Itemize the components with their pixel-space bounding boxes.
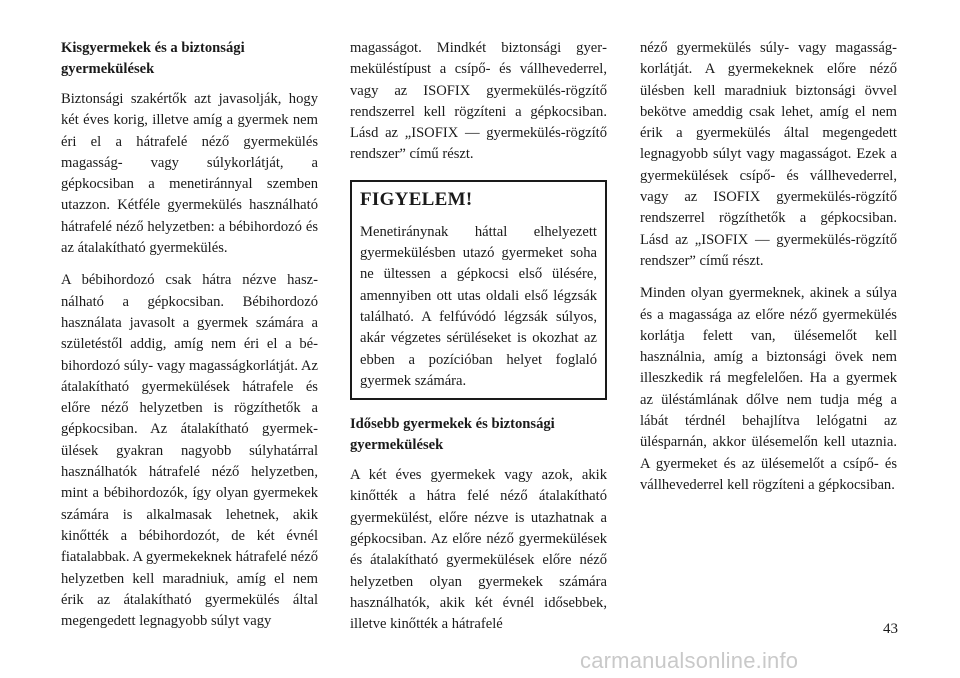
column-left (61, 38, 318, 643)
warning-title: FIGYELEM! (360, 188, 473, 210)
paragraph: néző gyermekülés súly- vagy magasságkorlátját. A gyermekeknek előre néző ülésben kell maradniuk biztonsági övvel bekötve ameddig csak lehet, amíg el nem érik a gyermekülés által megengedett legnagyobb súlyt vagy magasságot. Ezek a gyermekülések csípő- és vállhevederrel, vagy az ISOFIX gyermekülés-rögzítő rendszerrel rögzíthetők a gépkocsiban. Lásd az „ISOFIX — gyermekülés-rögzítő rendszer” című részt. (640, 40, 897, 269)
paragraph: A két éves gyermekek vagy azok, akik kinőtték a hátra felé néző átalakítható gyermekülést, előre nézve is utazhatnak a gépkocsiban. Az előre néző gyermekülések és átalakítható gyermekülések előre néző helyzetben olyan gyermekek számára használhatók, akik két évnél idősebbek, illetve kinőtték a hátrafelé (350, 467, 607, 633)
paragraph: Minden olyan gyermeknek, akinek a súlya és a magassága az előre néző gyermekülés korlátja felett van, ülésemelőt kell használnia, amíg a biztonsági övek nem illeszkedik rá megfelelően. Ha a gyermek az üléstámlának dőlve nem tudja még a lábát térdnél behajlítva lelógatni az ülésparnán, akkor ülésemelőn kell utaznia. A gyermeket és az ülésemelőt a csípő- és vállhevederrel kell rögzíteni a gépkocsiban. (640, 285, 897, 493)
section-heading-older-children: Idősebb gyermekek és biztonsági gyermekülések (350, 416, 555, 454)
paragraph-continuation: magasságot. Mindkét biztonsági gyermeküléstípust a csípő- és vállhevederrel, vagy az ISOFIX gyermekülés-rögzítő rendszerrel kell rögzíteni a gépkocsiban. Lásd az „ISOFIX — gyermekülés-rögzítő rendszer” című részt. (350, 40, 607, 163)
warning-text: Menetiránynak háttal elhelyezett gyermekülésben utazó gyermeket soha ne ültessen a gépkocsi első ülésére, amennyiben ott utas oldali első légzsák található. A felfúvódó légzsák súlyos, akár végzetes sérüléseket is okozhat az ebben a pozícióban helyet foglaló gyermek számára. (360, 223, 597, 389)
column-middle (350, 38, 607, 647)
page-number: 43 (883, 621, 898, 637)
section-heading-young-children: Kisgyermekek és a biztonsági gyermekülések (61, 40, 245, 77)
watermark: carmanualsonline.info (580, 648, 799, 673)
paragraph: Biztonsági szakértők azt javasolják, hogy két éves korig, illetve amíg a gyermek nem éri el a hátrafelé néző gyermekülés magasság- vagy súlykorlátját, a gépkocsiban a menetiránnyal szemben utazzon. Kétféle gyermekülés használható hátrafelé néző helyzetben: a bébihordozó és az átalakítható gyermekülés. (61, 91, 318, 257)
warning-box (350, 180, 607, 400)
paragraph: A bébihordozó csak hátra nézve használható a gépkocsiban. Bébihordozó használata javasolt a gyermek számára a születéstől addig, amíg nem éri el a bébihordozó súly- vagy magasságkorlátját. Az átalakítható gyermekülések hátrafele és előre néző helyzetben is rögzíthetők a gépkocsiban. Az átalakítható gyermekülések gyakran nagyobb súlyhatárral használhatók hátrafelé néző helyzetben, mint a bébihordozók, így olyan gyermekek számára is alkalmasak lehetnek, akik kinőtték a bébihordozót, de két évnél fiatalabbak. A gyermekeknek hátrafelé néző helyzetben kell maradniuk, amíg el nem érik az átalakítható gyermekülés által megengedett legnagyobb súlyt vagy (61, 272, 318, 630)
column-right (640, 38, 897, 507)
